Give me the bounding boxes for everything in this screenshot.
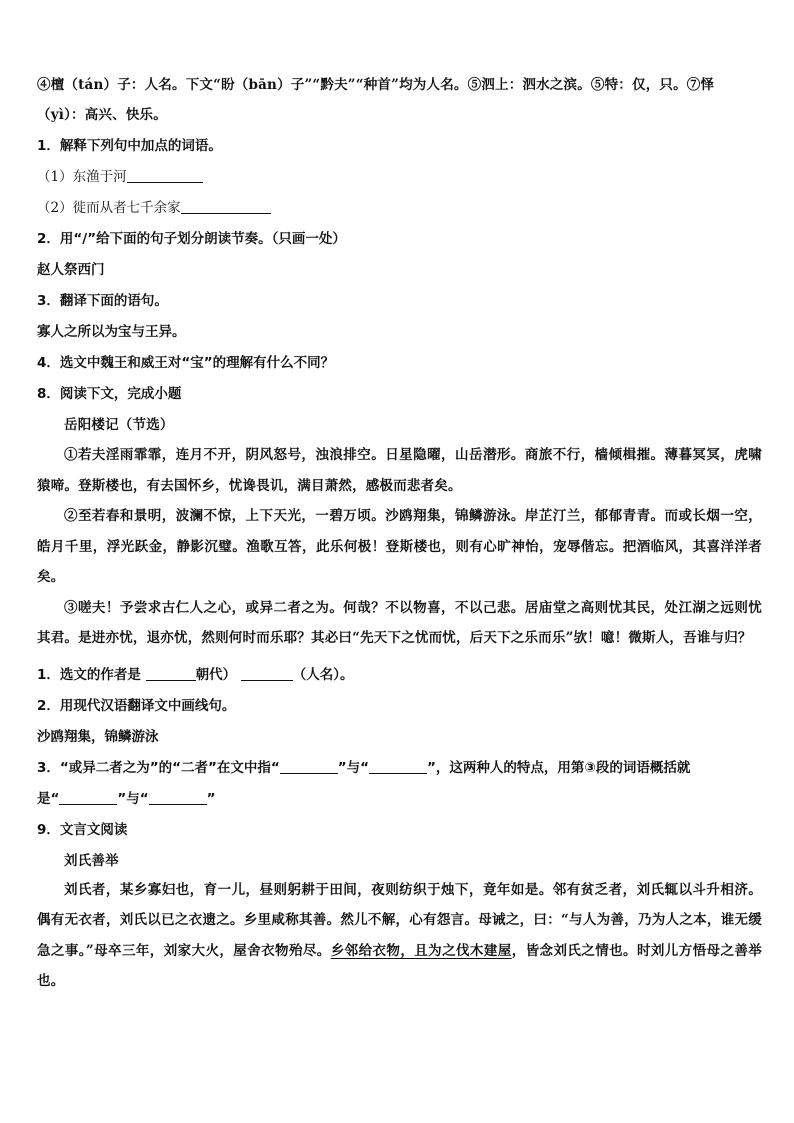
answer-blank[interactable] bbox=[369, 759, 427, 774]
note-line-1: ④檀（tán）子：人名。下文“盼（bān）子”“黔夫”“种首”均为人名。⑤泗上：泗水之滨。⑤特：仅，只。⑦怿 bbox=[37, 77, 715, 93]
passage-paragraph-2: ②至若春和景明，波澜不惊，上下天光，一碧万顷。沙鸥翔集，锦鳞游泳。岸芷汀兰，郁郁青青。而或长烟一空，皓月千里，浮光跃金，静影沉璧。渔歌互答，此乐何极！登斯楼也，则有心旷神怡，宠辱偕忘。把酒临风，其喜洋洋者矣。 bbox=[37, 508, 762, 585]
passage-paragraph-3: ③嗟夫！予尝求古仁人之心，或异二者之为。何哉？不以物喜，不以己悲。居庙堂之高则忧其民，处江湖之远则忧其君。是进亦忧，退亦忧，然则何时而乐耶？其必曰“先天下之忧而忧，后天下之乐而乐”欤！噫！微斯人，吾谁与归？ bbox=[37, 599, 762, 646]
answer-blank[interactable] bbox=[241, 666, 293, 681]
answer-blank[interactable] bbox=[280, 759, 338, 774]
question-2-sentence: 赵人祭西门 bbox=[37, 262, 105, 278]
answer-blank[interactable] bbox=[149, 790, 207, 805]
answer-blank[interactable] bbox=[127, 168, 203, 183]
answer-blank[interactable] bbox=[146, 666, 196, 681]
question-1-item-1: （1）东渔于河 bbox=[37, 168, 762, 187]
question-2: 2．用“/”给下面的句子划分朗读节奏。（只画一处） bbox=[37, 231, 346, 247]
passage-9-title: 刘氏善举 bbox=[64, 852, 119, 869]
underlined-sentence: 乡邻给衣物，且为之伐木建屋 bbox=[330, 942, 512, 959]
section-8-heading: 8．阅读下文，完成小题 bbox=[37, 386, 182, 402]
answer-blank[interactable] bbox=[59, 790, 117, 805]
passage-9-paragraph: 刘氏者，某乡寡妇也，育一儿，昼则躬耕于田间，夜则纺织于烛下，竟年如是。邻有贫乏者，刘氏辄以斗升相济。偶有无衣者，刘氏以已之衣遗之。乡里咸称其善。然儿不解，心有怨言。母诫之，曰：“与人为善，乃为人之本，谁无缓急之事。”母卒三年，刘家大火，屋舍衣物殆尽。乡邻给衣物，且为之伐木建屋，皆念刘氏之情也。时刘儿方悟母之善举也。 bbox=[37, 881, 763, 989]
question-4: 4．选文中魏王和威王对“宝”的理解有什么不同？ bbox=[37, 355, 335, 371]
question-8-3-cont: 是“ ”与“ ” bbox=[37, 790, 216, 807]
note-line-2: （yì）：高兴、快乐。 bbox=[37, 107, 167, 123]
question-8-2-sentence: 沙鸥翔集，锦鳞游泳 bbox=[37, 728, 159, 745]
question-3: 3．翻译下面的语句。 bbox=[37, 293, 168, 309]
question-8-3: 3．“或异二者之为”的“二者”在文中指“ ”与“ ”，这两种人的特点，用第③段的词语概括就 bbox=[37, 759, 691, 776]
question-8-1: 1．选文的作者是 朝代） （人名）。 bbox=[37, 666, 354, 683]
passage-paragraph-1: ①若夫淫雨霏霏，连月不开，阴风怒号，浊浪排空。日星隐曜，山岳潜形。商旅不行，樯倾楫摧。薄暮冥冥，虎啸猿啼。登斯楼也，有去国怀乡，忧谗畏讥，满目萧然，感极而悲者矣。 bbox=[37, 447, 762, 494]
question-1: 1．解释下列句中加点的词语。 bbox=[37, 138, 222, 154]
question-8-2: 2．用现代汉语翻译文中画线句。 bbox=[37, 697, 236, 714]
answer-blank[interactable] bbox=[181, 199, 271, 214]
question-1-item-2: （2）徙而从者七千余家 bbox=[37, 199, 762, 218]
question-3-sentence: 寡人之所以为宝与王异。 bbox=[37, 324, 186, 340]
document-page bbox=[37, 76, 762, 997]
section-9-heading: 9．文言文阅读 bbox=[37, 821, 128, 838]
passage-title: 岳阳楼记（节选） bbox=[64, 417, 174, 433]
